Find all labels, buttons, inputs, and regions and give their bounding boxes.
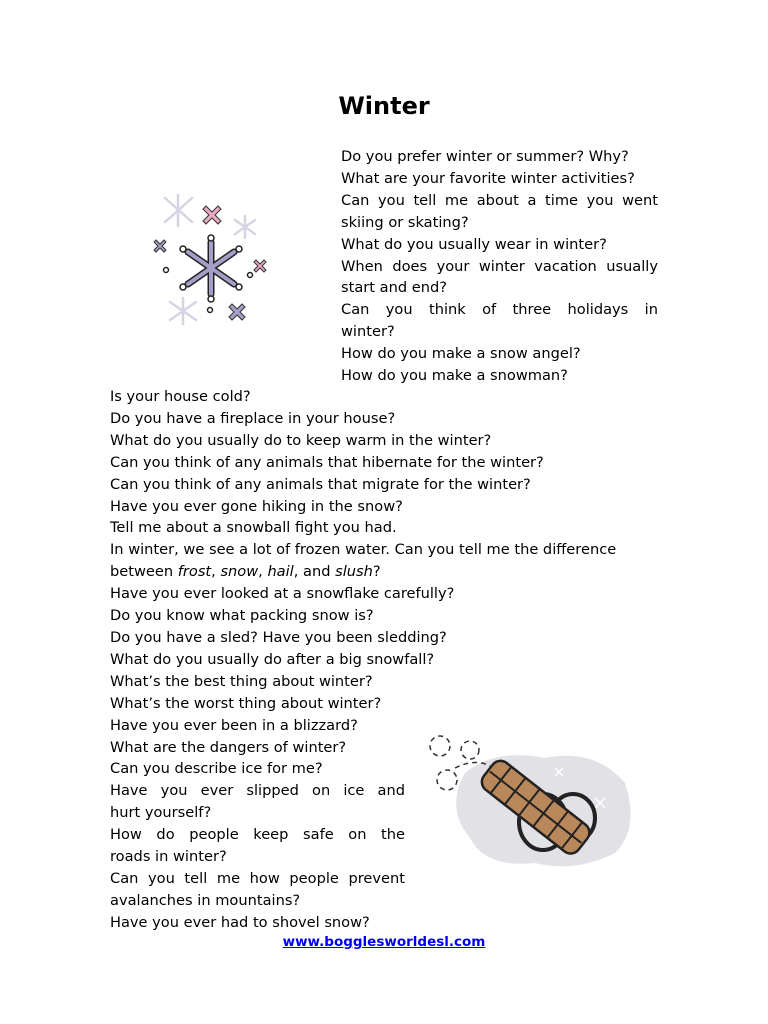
page-title: Winter [338, 92, 430, 120]
question: What do you usually wear in winter? [341, 235, 607, 253]
question: Have you ever gone hiking in the snow? [110, 497, 403, 515]
question: Tell me about a snowball fight you had. [110, 519, 397, 537]
question: roads in winter? [110, 848, 227, 866]
question: avalanches in mountains? [110, 891, 301, 909]
question-difference: between frost, snow, hail, and slush? [110, 563, 381, 581]
question: Can you think of any animals that migrate for the winter? [110, 475, 531, 493]
question: What do you usually do after a big snowfall? [110, 650, 435, 668]
question: Is your house cold? [110, 388, 251, 405]
question: What do you usually do to keep warm in the winter? [110, 431, 492, 449]
question: What are your favorite winter activities? [341, 169, 635, 187]
question: What’s the best thing about winter? [110, 672, 373, 690]
question: hurt yourself? [110, 804, 212, 822]
question: Have you ever slipped on ice and [110, 782, 405, 800]
question: Do you know what packing snow is? [110, 607, 374, 625]
sled-image [425, 728, 635, 878]
question: Can you tell me about a time you went [341, 191, 658, 209]
question: Do you prefer winter or summer? Why? [341, 148, 629, 165]
right-question-column [341, 146, 658, 387]
question: What’s the worst thing about winter? [110, 694, 382, 712]
question: How do people keep safe on the [110, 826, 405, 844]
question: When does your winter vacation usually [341, 257, 658, 275]
question: Can you tell me how people prevent [110, 869, 405, 887]
question: What are the dangers of winter? [110, 738, 347, 756]
question: Can you describe ice for me? [110, 760, 323, 778]
question: winter? [341, 323, 395, 341]
question: Have you ever had to shovel snow? [110, 913, 370, 931]
question: Have you ever looked at a snowflake carefully? [110, 585, 455, 603]
question: Can you think of any animals that hibernate for the winter? [110, 453, 544, 471]
question: How do you make a snow angel? [341, 345, 581, 363]
question: Have you ever been in a blizzard? [110, 716, 358, 734]
question: Do you have a fireplace in your house? [110, 409, 396, 427]
website-link[interactable]: www.bogglesworldesl.com [282, 934, 486, 950]
question: How do you make a snowman? [341, 367, 568, 385]
question: Can you think of three holidays in [341, 301, 658, 319]
question: In winter, we see a lot of frozen water. Can you tell me the difference [110, 541, 617, 559]
question: Do you have a sled? Have you been sledding? [110, 628, 447, 646]
snowflakes-image [150, 190, 278, 330]
question: skiing or skating? [341, 213, 469, 231]
question: start and end? [341, 279, 447, 297]
